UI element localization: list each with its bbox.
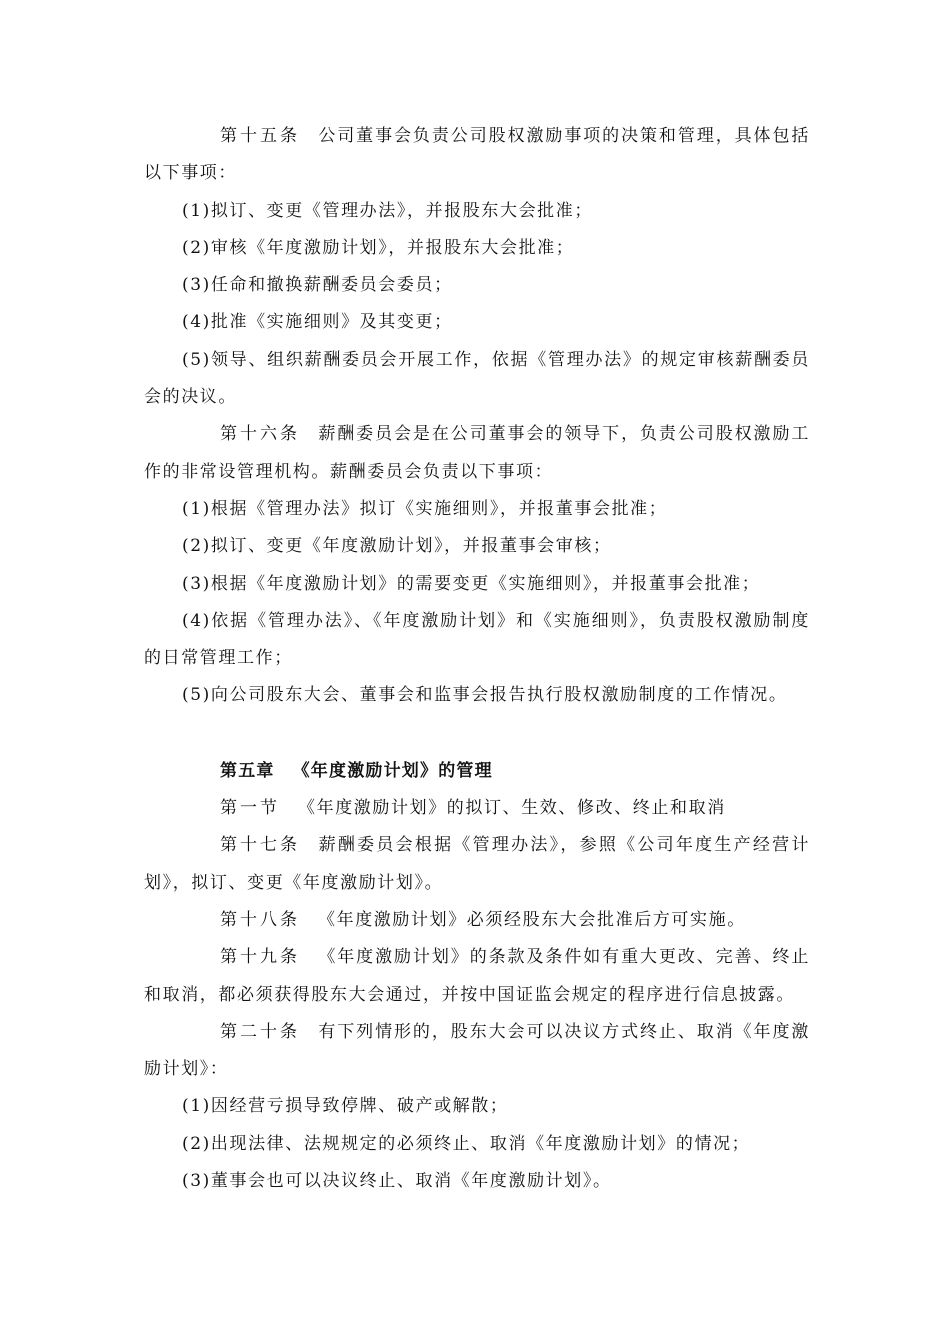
article-text: 薪酬委员会根据《管理办法》，参照《公司年度生产经营计划》，拟订、变更《年度激励计划》。 (144, 835, 810, 893)
article-20 (144, 1014, 810, 1089)
article-15-item-1: (1)拟订、变更《管理办法》，并报股东大会批准； (182, 200, 593, 221)
article-16-item-5: (5)向公司股东大会、董事会和监事会报告执行股权激励制度的工作情况。 (182, 685, 788, 706)
article-label: 第十六条 (220, 424, 300, 445)
article-text: 薪酬委员会是在公司董事会的领导下，负责公司股权激励工作的非常设管理机构。薪酬委员会负责以下事项： (144, 424, 810, 482)
chapter-heading (144, 753, 810, 790)
article-text: 有下列情形的，股东大会可以决议方式终止、取消《年度激励计划》： (144, 1021, 810, 1080)
article-label: 第十五条 (220, 126, 300, 146)
document-body (144, 118, 810, 1200)
article-19 (144, 939, 810, 1014)
article-15-item-3: (3)任命和撤换薪酬委员会委员； (182, 275, 453, 296)
article-16-item-3: (3)根据《年度激励计划》的需要变更《实施细则》，并报董事会批准； (182, 573, 761, 594)
article-20-item-2: (2)出现法律、法规规定的必须终止、取消《年度激励计划》的情况； (182, 1133, 751, 1154)
article-label: 第十九条 (220, 947, 300, 968)
chapter-title: 《年度激励计划》的管理 (292, 760, 493, 781)
article-15-item-2: (2)审核《年度激励计划》，并报股东大会批准； (182, 237, 575, 258)
article-20-item-3: (3)董事会也可以决议终止、取消《年度激励计划》。 (182, 1171, 612, 1192)
section-heading (144, 790, 810, 827)
article-15 (144, 118, 810, 193)
section-number: 第一节 (220, 798, 280, 819)
chapter-number: 第五章 (220, 760, 275, 781)
article-text: 《年度激励计划》的条款及条件如有重大更改、完善、终止和取消，都必须获得股东大会通过，并按中国证监会规定的程序进行信息披露。 (144, 947, 810, 1005)
article-label: 第二十条 (220, 1021, 300, 1042)
article-16-item-4: (4)依据《管理办法》、《年度激励计划》和《实施细则》，负责股权激励制度的日常管理工作； (144, 610, 810, 669)
article-16-item-2: (2)拟订、变更《年度激励计划》，并报董事会审核； (182, 536, 612, 557)
article-label: 第十七条 (220, 835, 300, 856)
article-15-item-5: (5)领导、组织薪酬委员会开展工作，依据《管理办法》的规定审核薪酬委员会的决议。 (144, 349, 810, 408)
article-text: 《年度激励计划》必须经股东大会批准后方可实施。 (318, 909, 746, 930)
article-16 (144, 416, 810, 491)
article-20-item-1: (1)因经营亏损导致停牌、破产或解散； (182, 1096, 509, 1117)
section-title: 《年度激励计划》的拟订、生效、修改、终止和取消 (298, 798, 726, 819)
article-15-item-4: (4)批准《实施细则》及其变更； (182, 312, 453, 333)
article-16-item-1: (1)根据《管理办法》拟订《实施细则》，并报董事会批准； (182, 498, 668, 519)
article-text: 公司董事会负责公司股权激励事项的决策和管理，具体包括以下事项： (144, 126, 810, 184)
article-18 (144, 902, 810, 939)
article-label: 第十八条 (220, 909, 300, 930)
article-17 (144, 827, 810, 902)
